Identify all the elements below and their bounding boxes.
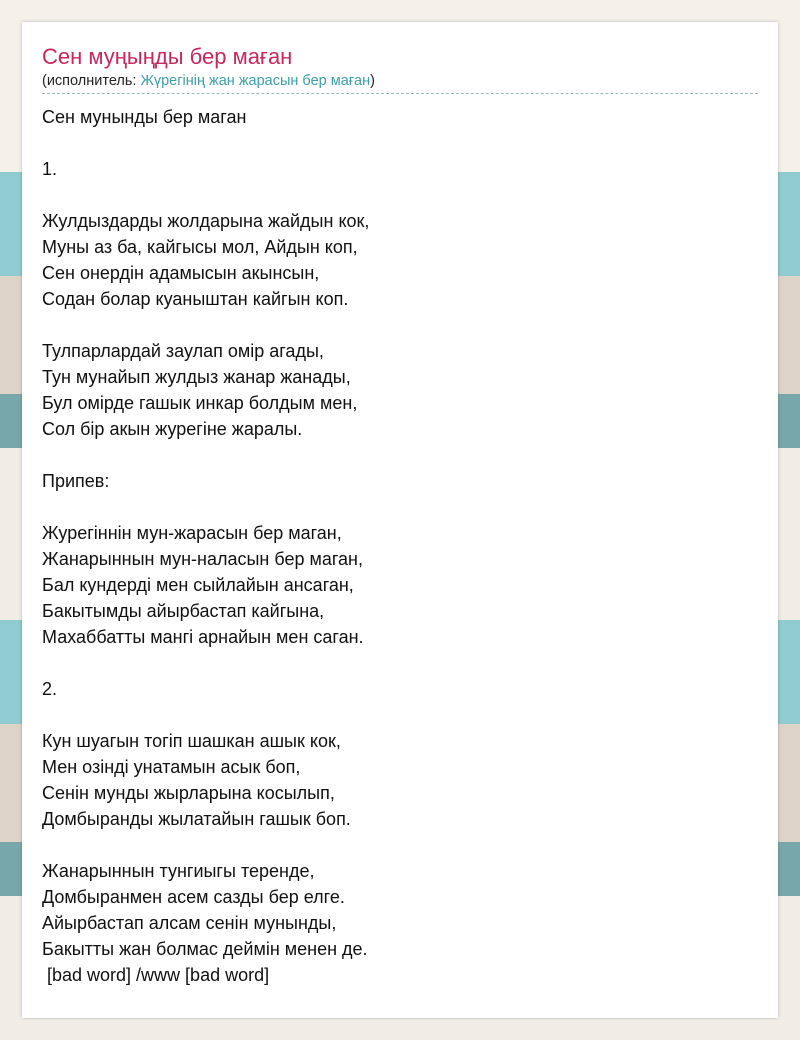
artist-link[interactable]: Жүрегінің жан жарасын бер маған xyxy=(140,73,371,89)
lyrics-blank-line xyxy=(42,442,758,468)
lyrics-line: Мен озінді унатамын асык боп, xyxy=(42,757,301,777)
artist-line xyxy=(42,73,375,89)
lyrics-line: Махаббатты мангі арнайын мен саган. xyxy=(42,627,364,647)
lyrics-line: [bad word] /www [bad word] xyxy=(42,965,270,985)
lyrics-blank-line xyxy=(42,494,758,520)
lyrics-line: Сен мунынды бер маган xyxy=(42,107,247,127)
lyrics-line: 2. xyxy=(42,679,58,699)
lyrics-line: Домбыранды жылатайын гашык боп. xyxy=(42,809,351,829)
lyrics-line: Айырбастап алсам сенін мунынды, xyxy=(42,913,337,933)
lyrics-line: Жанарыннын тунгиыгы теренде, xyxy=(42,861,315,881)
lyrics-line: Сен онердін адамысын акынсын, xyxy=(42,263,320,283)
lyrics-line: Муны аз ба, кайгысы мол, Айдын коп, xyxy=(42,237,358,257)
lyrics-line: Тулпарлардай заулап омір агады, xyxy=(42,341,324,361)
lyrics-line: Жанарыннын мун-наласын бер маган, xyxy=(42,549,363,569)
lyrics-line: Журегіннін мун-жарасын бер маган, xyxy=(42,523,342,543)
lyrics-blank-line xyxy=(42,650,758,676)
lyrics-line: Сол бір акын журегіне жаралы. xyxy=(42,419,303,439)
lyrics-blank-line xyxy=(42,312,758,338)
lyrics-line: Бакытты жан болмас деймін менен де. xyxy=(42,939,368,959)
song-title: Сен муңыңды бер маған xyxy=(42,44,293,69)
lyrics-line: Кун шуагын тогіп шашкан ашык кок, xyxy=(42,731,341,751)
lyrics-line: Жулдыздарды жолдарына жайдын кок, xyxy=(42,211,370,231)
lyrics-line: Тун мунайып жулдыз жанар жанады, xyxy=(42,367,351,387)
divider xyxy=(42,93,758,94)
lyrics-line: Сенін мунды жырларына косылып, xyxy=(42,783,335,803)
lyrics-line: Бал кундерді мен сыйлайын ансаган, xyxy=(42,575,354,595)
artist-suffix: ) xyxy=(370,73,375,89)
lyrics-text xyxy=(42,104,758,988)
lyrics-line: Содан болар куаныштан кайгын коп. xyxy=(42,289,349,309)
lyrics-blank-line xyxy=(42,832,758,858)
lyrics-line: Бакытымды айырбастап кайгына, xyxy=(42,601,325,621)
lyrics-line: Бул омірде гашык инкар болдым мен, xyxy=(42,393,358,413)
lyrics-blank-line xyxy=(42,182,758,208)
lyrics-card xyxy=(22,22,778,1018)
artist-prefix: (исполнитель: xyxy=(42,73,141,89)
lyrics-line: 1. xyxy=(42,159,58,179)
lyrics-blank-line xyxy=(42,130,758,156)
lyrics-line: Домбыранмен асем сазды бер елге. xyxy=(42,887,345,907)
lyrics-blank-line xyxy=(42,702,758,728)
lyrics-line: Припев: xyxy=(42,471,110,491)
